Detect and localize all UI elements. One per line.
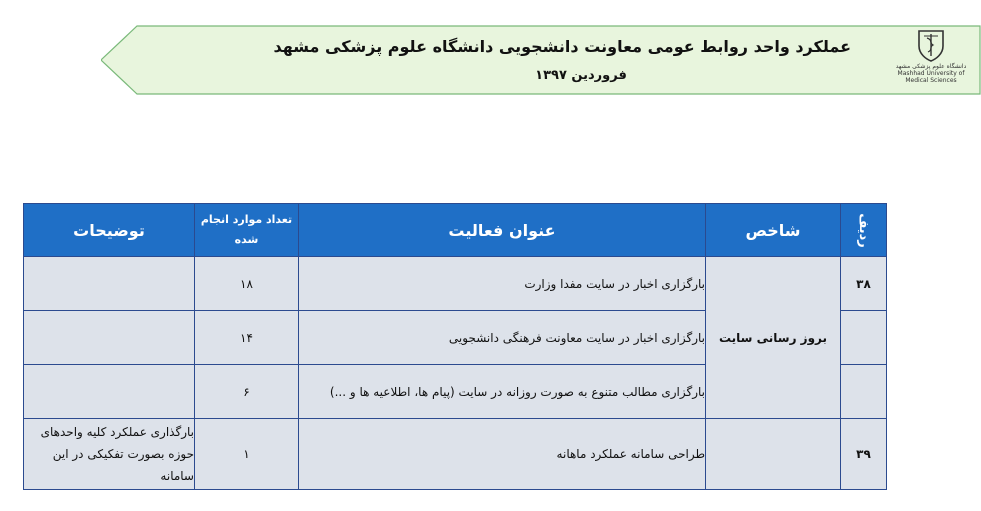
page-title: عملکرد واحد روابط عومی معاونت دانشجویی دانشگاه علوم پزشکی مشهد: [273, 37, 851, 56]
activity-title: بارگزاری مطالب متنوع به صورت روزانه در سایت (پیام ها، اطلاعیه ها و ...): [299, 365, 706, 419]
activity-title: بارگزاری اخبار در سایت معاونت فرهنگی دانشجویی: [299, 311, 706, 365]
activity-title: طراحی سامانه عملکرد ماهانه: [299, 419, 706, 490]
university-emblem-icon: [916, 28, 946, 62]
indicator-cell: بروز رسانی سایت: [706, 257, 841, 419]
logo-persian-text: دانشگاه علوم پزشکی مشهد: [895, 63, 967, 70]
row-number: [841, 311, 887, 365]
university-logo: [895, 28, 967, 92]
activity-count: ۱۴: [195, 311, 299, 365]
activity-description: [24, 311, 195, 365]
header-banner: [101, 25, 981, 95]
activity-count: ۱: [195, 419, 299, 490]
activity-count: ۱۸: [195, 257, 299, 311]
table-header-row: [24, 204, 887, 257]
activity-table: [23, 203, 887, 490]
logo-english-line1: Mashhad University of: [897, 70, 965, 77]
header-indicator: شاخص: [706, 204, 841, 257]
header-count: تعداد موارد انجام شده: [195, 204, 299, 257]
activity-description: [24, 365, 195, 419]
header-activity-title: عنوان فعالیت: [299, 204, 706, 257]
table-row: [24, 419, 887, 490]
row-number: [841, 365, 887, 419]
banner-arrow-shape: [101, 25, 981, 95]
indicator-cell-empty: [706, 419, 841, 490]
row-number: ۳۹: [841, 419, 887, 490]
activity-description: [24, 257, 195, 311]
activity-count: ۶: [195, 365, 299, 419]
table-row: [24, 257, 887, 311]
activity-title: بارگزاری اخبار در سایت مفدا وزارت: [299, 257, 706, 311]
logo-english-line2: Medical Sciences: [905, 77, 957, 84]
header-radif: ردیف: [841, 204, 887, 257]
page-subtitle: فروردین ۱۳۹۷: [535, 68, 627, 83]
activity-description: بارگذاری عملکرد کلیه واحدهای حوزه بصورت تفکیکی در این سامانه: [24, 419, 195, 490]
header-description: توضیحات: [24, 204, 195, 257]
row-number: ۳۸: [841, 257, 887, 311]
